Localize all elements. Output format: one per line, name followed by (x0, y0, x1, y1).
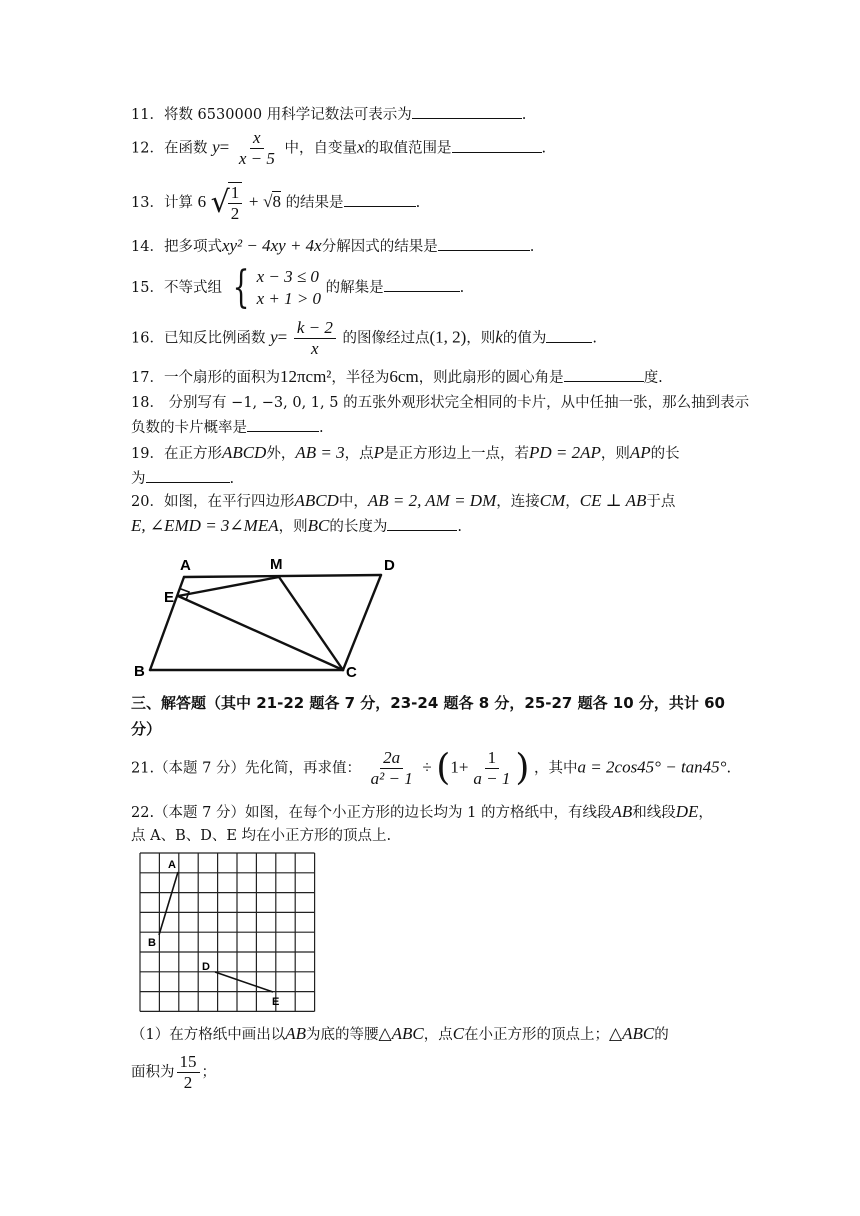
question-21: 21.（本题 7 分）先化简，再求值： $\frac{2a}{\text{a² − 1}}$ ÷ (1+ $\frac{1}{a - 1}$ ) ，其中a = 2cos45° − tan45°. (131, 747, 732, 789)
segment-DC (343, 575, 381, 670)
question-12: 12．在函数 y= $\frac{x}{x - 5}$ 中，自变量x的取值范围是 . (131, 128, 547, 168)
question-22-part-1-line-2: 面积为 $\frac{15}{2}$ ； (131, 1052, 216, 1092)
segment-AD (184, 575, 381, 577)
inequality-system: { x − 3 ≤ 0 x + 1 > 0 (232, 262, 322, 313)
figure-grid (130, 846, 320, 1018)
answer-blank[interactable] (384, 277, 460, 292)
question-22-part-1: （1）在方格纸中画出以AB为底的等腰△ABC，点C在小正方形的顶点上；△ABC的 (131, 1024, 669, 1043)
sqrt-fraction: √ $\frac{1}{2}$ (211, 182, 245, 224)
figure-parallelogram (128, 552, 408, 682)
segment-EM (178, 577, 279, 596)
fraction: $\frac{2a}{\text{a² − 1}}$ (370, 748, 413, 788)
question-19: 19．在正方形ABCD外，AB = 3，点P是正方形边上一点，若PD = 2AP，则AP的长 (131, 443, 680, 462)
question-22-line-2: 点 A、B、D、E 均在小正方形的顶点上. (131, 828, 392, 844)
segment-AB (159, 872, 178, 935)
answer-blank[interactable] (247, 417, 319, 432)
label-D: D (202, 961, 210, 973)
sqrt: √8 (263, 192, 281, 211)
fraction: $\frac{k - 2}{x}$ (294, 318, 336, 359)
answer-blank[interactable] (564, 367, 644, 382)
label-A: A (168, 859, 176, 871)
question-13: 13．计算 6 √ $\frac{1}{2}$ + √8 的结果是 . (131, 183, 421, 223)
question-16: 16．已知反比例函数 y= $\frac{k - 2}{x}$ 的图像经过点(1, 2)，则k的值为 . (131, 318, 597, 358)
label-C: C (346, 664, 357, 681)
fraction: $\frac{x}{x - 5}$ (238, 128, 275, 168)
answer-blank[interactable] (438, 236, 530, 251)
answer-blank[interactable] (387, 516, 457, 531)
question-15: 15．不等式组 { x − 3 ≤ 0 x + 1 > 0 的解集是 . (131, 262, 465, 313)
label-M: M (270, 556, 283, 573)
label-B: B (134, 663, 145, 680)
label-B: B (148, 937, 156, 949)
label-E: E (164, 589, 175, 606)
question-20-line-2: E, ∠EMD = 3∠MEA，则BC的长度为 . (131, 516, 462, 535)
label-D: D (384, 557, 395, 574)
label-A: A (180, 557, 191, 574)
question-18-line-2: 负数的卡片概率是 . (131, 417, 324, 438)
answer-blank[interactable] (344, 192, 416, 207)
label-E: E (272, 996, 280, 1008)
question-18: 18． 分别写有 −1, −3, 0, 1, 5 的五张外观形状完全相同的卡片，从中任抽一张，那么抽到表示 (131, 395, 750, 411)
answer-blank[interactable] (146, 468, 230, 483)
answer-blank[interactable] (452, 138, 542, 153)
fraction: $\frac{15}{2}$ (177, 1052, 200, 1093)
question-22: 22.（本题 7 分）如图，在每个小正方形的边长均为 1 的方格纸中，有线段AB和线段DE， (131, 802, 713, 821)
question-19-line-2: 为 . (131, 468, 234, 489)
answer-blank[interactable] (412, 104, 522, 119)
answer-blank[interactable] (546, 328, 592, 343)
question-14: 14．把多项式xy² − 4xy + 4x分解因式的结果是 . (131, 236, 535, 255)
question-11: 11．将数 6530000 用科学记数法可表示为 . (131, 104, 526, 125)
section-heading: 三、解答题（其中 21-22 题各 7 分，23-24 题各 8 分，25-27 题各 10 分，共计 60 分） (131, 694, 725, 738)
fraction: $\frac{1}{a - 1}$ (473, 748, 511, 788)
question-20: 20．如图，在平行四边形ABCD中，AB = 2, AM = DM，连接CM，CE ⊥ AB于点 (131, 491, 676, 510)
question-17: 17．一个扇形的面积为12πcm²，半径为6cm，则此扇形的圆心角是 度. (131, 367, 663, 386)
segment-DE (215, 972, 273, 992)
